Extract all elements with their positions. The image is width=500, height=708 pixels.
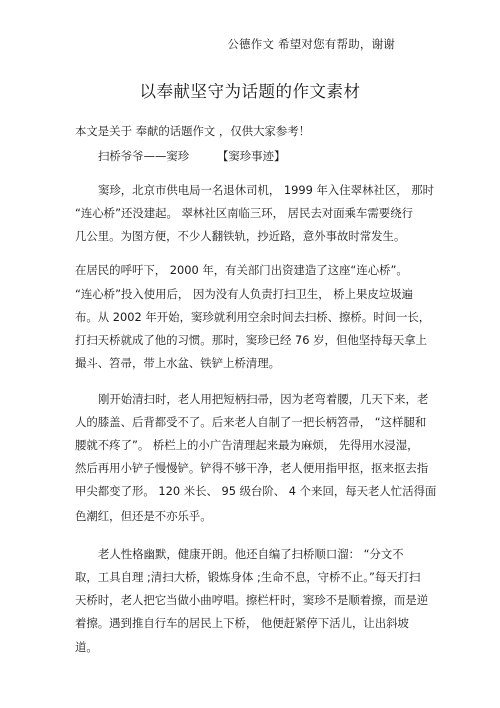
paragraph-1-line-3: 几公里。为图方便，不少人翻铁轨，抄近路，意外事故时常发生。 — [75, 229, 406, 243]
subtitle-name: 扫桥爷爷——窦珍 — [98, 149, 190, 163]
page-header: 公德作文 希望对您有帮助，谢谢 — [227, 37, 395, 51]
paragraph-2-line-5: 撮斗、笤帚，带上水盆、铁铲上桥清理。 — [75, 356, 281, 370]
paragraph-4-line-1: 老人性格幽默，健康开朗。他还自编了扫桥顺口溜： “分文不 — [98, 547, 404, 561]
paragraph-2-line-3: 布。从 2002 年开始，窦珍就利用空余时间去扫桥、擦桥。时间一长， — [75, 310, 431, 324]
paragraph-1-line-2: “连心桥”还没建起。 翠林社区南临三环， 居民去对面乘车需要绕行 — [75, 206, 413, 220]
paragraph-3-line-6: 色潮红，但还是不亦乐乎。 — [75, 509, 212, 523]
intro-text: 本文是关于 奉献的话题作文 ，仅供大家参考！ — [75, 124, 311, 138]
paragraph-3-line-5: 甲尖都变了形。 120 米长、 95 级台阶、 4 个来回，每天老人忙活得面 — [75, 484, 437, 498]
paragraph-3-line-3: 腰就不疼了”。 桥栏上的小广告清理起来最为麻烦， 先得用水浸湿， — [75, 438, 419, 452]
paragraph-4-line-2: 取，工具自理 ;清扫大桥，锻炼身体 ;生命不息，守桥不止。”每天打扫 — [75, 570, 421, 584]
paragraph-2-line-1: 在居民的呼吁下， 2000 年，有关部门出资建造了这座“连心桥”。 — [75, 263, 408, 277]
paragraph-1-line-1: 窦珍，北京市供电局一名退休司机， 1999 年入住翠林社区， 那时 — [98, 183, 435, 197]
paragraph-4-line-4: 着擦。遇到推自行车的居民上下桥， 他便赶紧停下活儿，让出斜坡 — [75, 616, 409, 630]
paragraph-3-line-4: 然后再用小铲子慢慢铲。铲得不够干净，老人便用指甲抠，抠来抠去指 — [75, 461, 429, 475]
paragraph-4-line-3: 天桥时，老人把它当做小曲哼唱。擦栏杆时，窦珍不是顺着擦，而是逆 — [75, 593, 429, 607]
paragraph-4-line-5: 道。 — [75, 640, 98, 654]
paragraph-3-line-2: 人的膝盖、后背都受不了。后来老人自制了一把长柄笤帚， “这样腿和 — [75, 415, 427, 429]
paragraph-2-line-2: “连心桥”投入使用后， 因为没有人负责打扫卫生， 桥上果皮垃圾遍 — [75, 287, 413, 301]
paragraph-3-line-1: 刚开始清扫时，老人用把短柄扫帚，因为老弯着腰，几天下来，老 — [98, 392, 429, 406]
paragraph-2-line-4: 打扫天桥就成了他的习惯。那时，窦珍已经 76 岁，但他坚持每天拿上 — [75, 333, 428, 347]
document-title: 以奉献坚守为话题的作文素材 — [139, 82, 361, 101]
subtitle-tag: 【窦珍事迹】 — [217, 149, 286, 163]
